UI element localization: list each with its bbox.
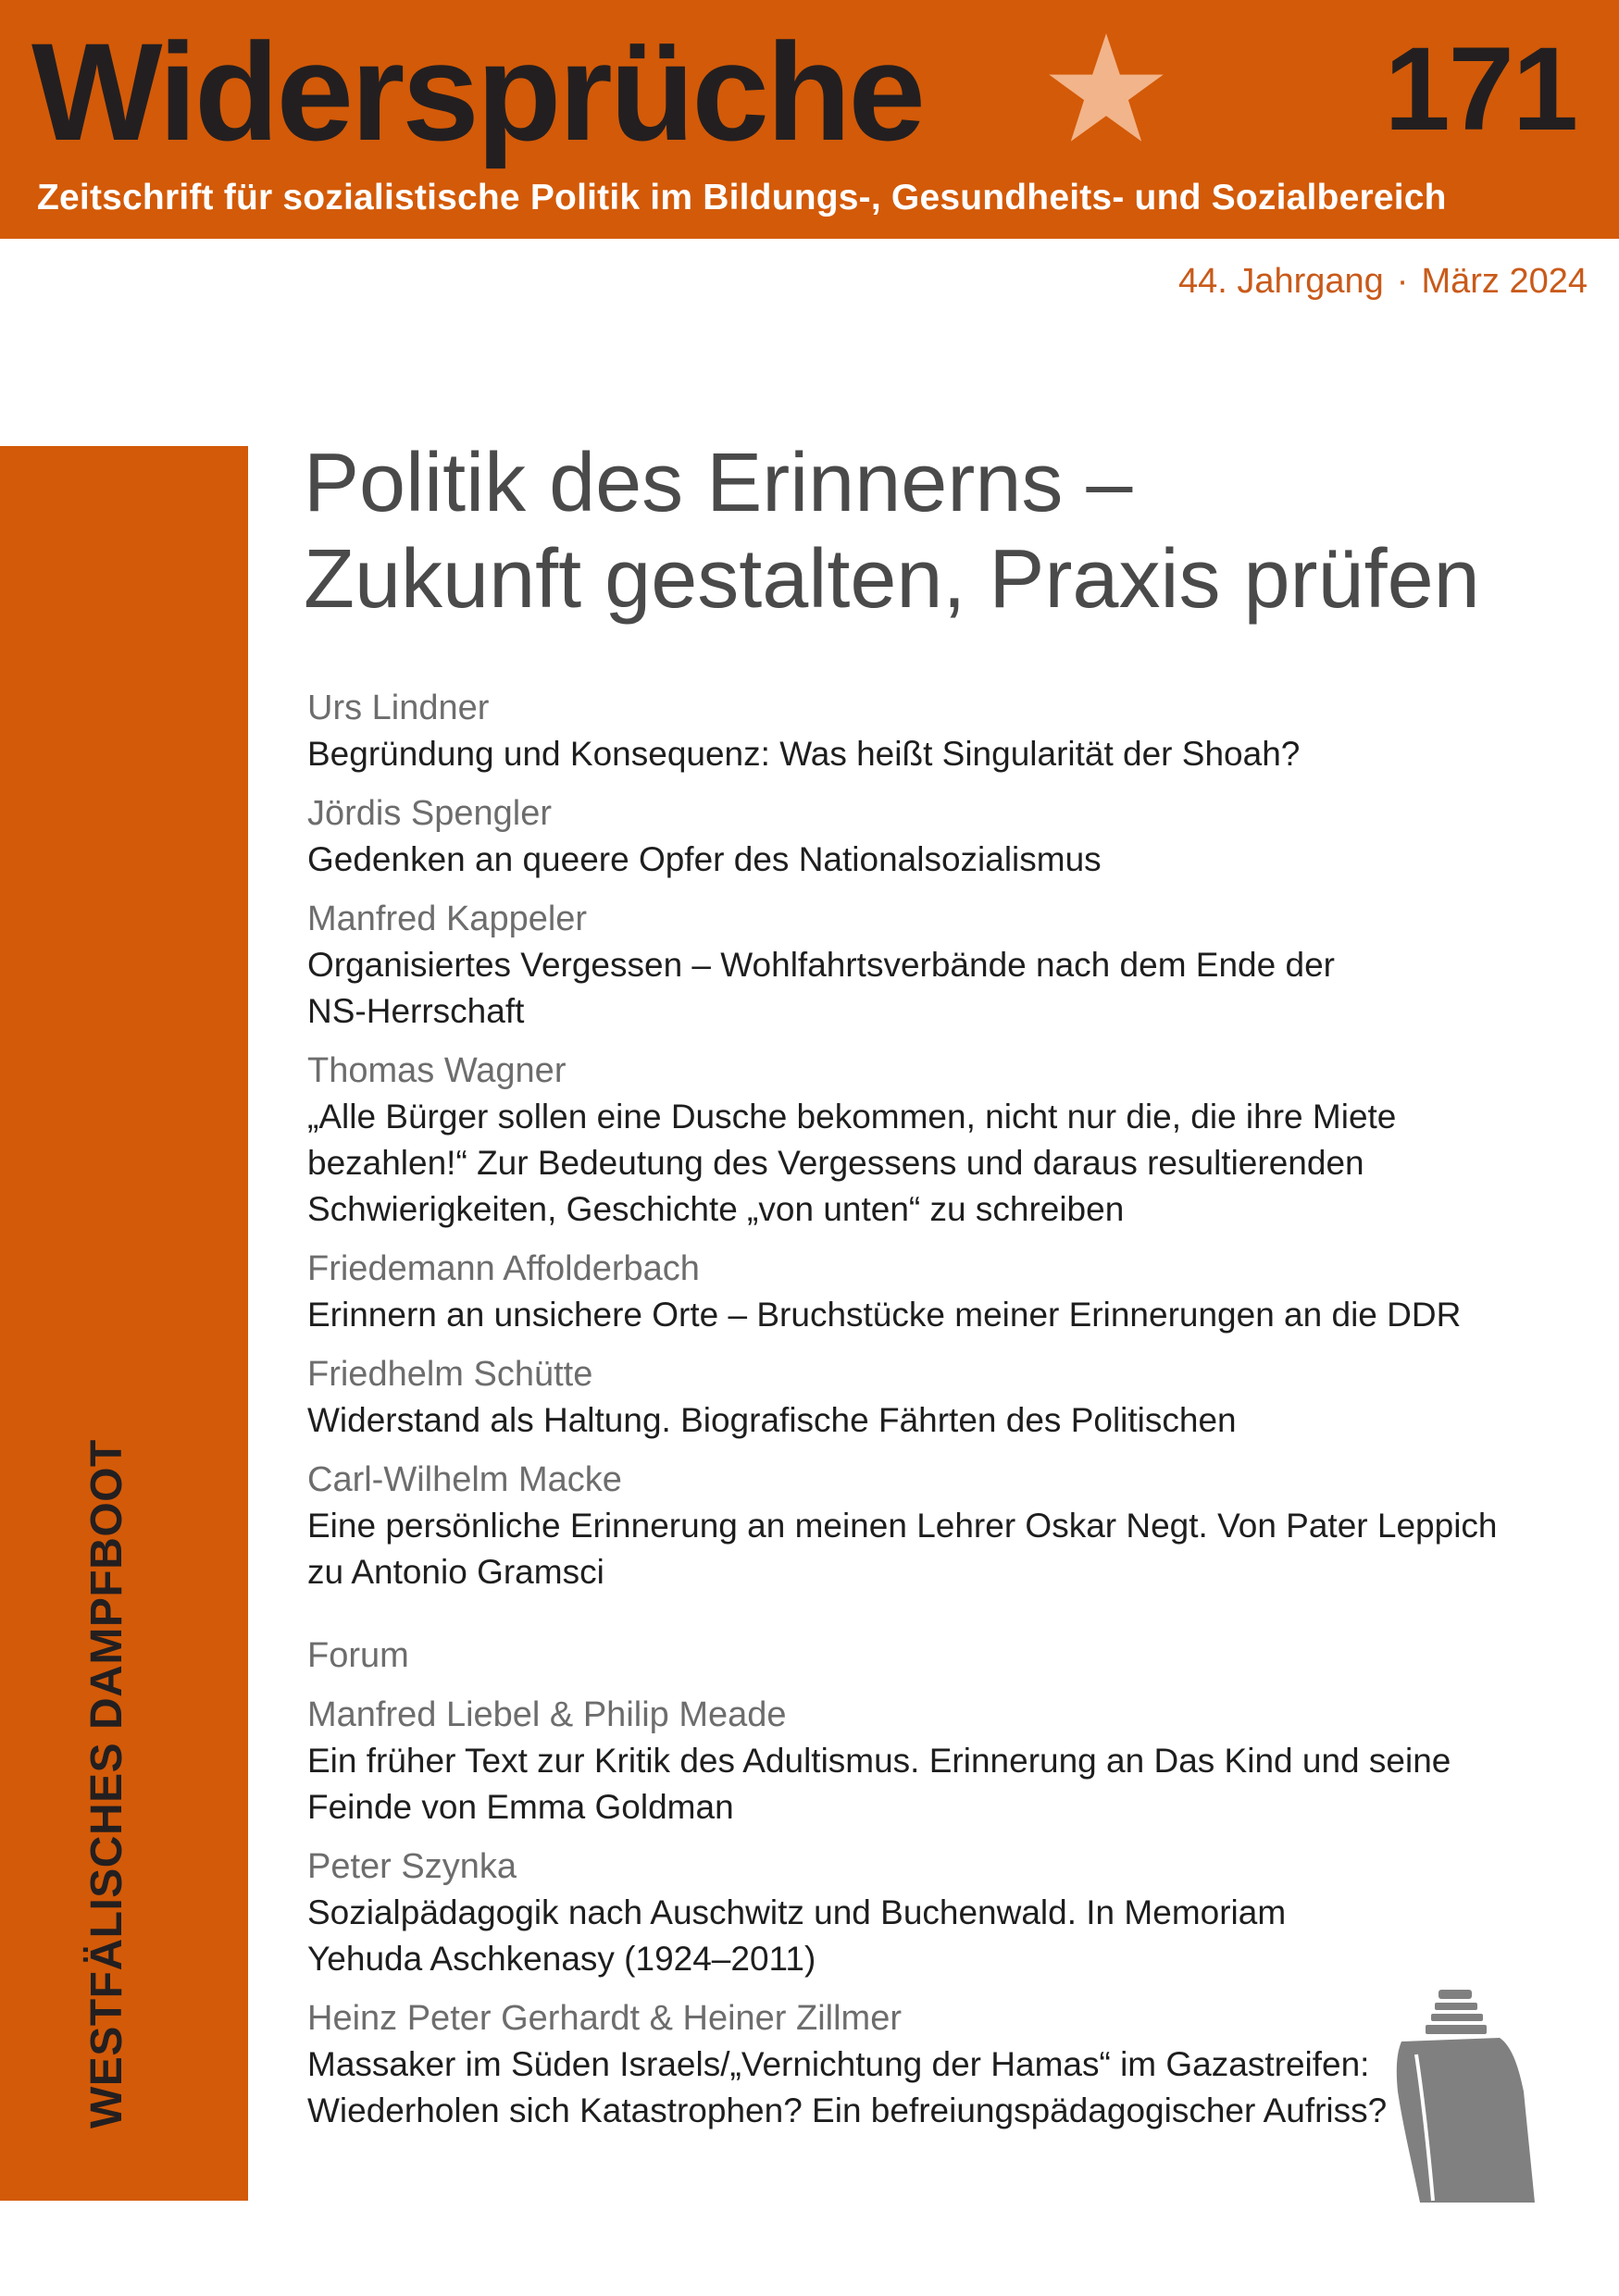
issue-number: 171: [1384, 23, 1576, 155]
toc-author: Thomas Wagner: [307, 1051, 567, 1090]
toc-article-title: „Alle Bürger sollen eine Dusche bekommen, nicht nur die, die ihre Miete bezahlen!“ Zur Bedeutung des Vergessens und daraus resultierenden Schwierigkeiten, Geschichte „von unten“ zu schreiben: [307, 1098, 1397, 1228]
toc-author: Urs Lindner: [307, 689, 490, 727]
toc-article-title: Begründung und Konsequenz: Was heißt Singularität der Shoah?: [307, 735, 1301, 773]
toc-entry: [307, 1457, 1585, 1595]
issue-title-line-2: Zukunft gestalten, Praxis prüfen: [304, 533, 1480, 626]
toc-article-title: Eine persönliche Erinnerung an meinen Lehrer Oskar Negt. Von Pater Leppich zu Antonio Gramsci: [307, 1507, 1498, 1591]
toc-article-title: Erinnern an unsichere Orte – Bruchstücke meiner Erinnerungen an die DDR: [307, 1296, 1462, 1334]
forum-author: Peter Szynka: [307, 1847, 517, 1886]
toc-entry: [307, 1246, 1585, 1338]
toc-article-title: Organisiertes Vergessen – Wohlfahrtsverbände nach dem Ende der NS-Herrschaft: [307, 946, 1335, 1030]
steamship-logo-icon: [1389, 1990, 1537, 2203]
forum-article-title: Massaker im Süden Israels/„Vernichtung der Hamas“ im Gazastreifen: Wiederholen sich Katastrophen? Ein befreiungspädagogischer Aufriss?: [307, 2045, 1388, 2129]
forum-entry: [307, 1843, 1585, 1982]
toc-author: Friedemann Affolderbach: [307, 1249, 700, 1288]
volume-label: 44. Jahrgang: [1177, 262, 1384, 301]
toc-author: Carl-Wilhelm Macke: [307, 1460, 622, 1499]
issue-title: [304, 435, 1600, 627]
toc-article-title: Widerstand als Haltung. Biografische Fährten des Politischen: [307, 1401, 1237, 1439]
toc-entry: [307, 790, 1585, 883]
journal-subtitle: Zeitschrift für sozialistische Politik im Bildungs-, Gesundheits- und Sozialbereich: [37, 178, 1447, 217]
toc-author: Friedhelm Schütte: [307, 1355, 593, 1394]
forum-article-title: Ein früher Text zur Kritik des Adultismus. Erinnerung an Das Kind und seine Feinde von Emma Goldman: [307, 1742, 1451, 1826]
issue-date: März 2024: [1421, 262, 1588, 301]
forum-author: Heinz Peter Gerhardt & Heiner Zillmer: [307, 1999, 902, 2038]
forum-heading: Forum: [307, 1636, 409, 1675]
publisher-name: WESTFÄLISCHES DAMPFBOOT: [82, 1439, 131, 2128]
toc-entry: [307, 896, 1585, 1035]
edition-line: [1178, 259, 1588, 304]
forum-article-title: Sozialpädagogik nach Auschwitz und Buchenwald. In Memoriam Yehuda Aschkenasy (1924–2011): [307, 1893, 1287, 1978]
toc-author: Jördis Spengler: [307, 794, 553, 833]
toc-author: Manfred Kappeler: [307, 900, 588, 938]
table-of-contents: [307, 685, 1585, 2147]
toc-entry: [307, 685, 1585, 777]
forum-entry: [307, 1692, 1585, 1831]
star-icon: [1048, 33, 1164, 144]
toc-entry: [307, 1048, 1585, 1233]
journal-title: Widersprüche: [31, 14, 923, 169]
toc-entry: [307, 1351, 1585, 1444]
issue-title-line-1: Politik des Erinnerns –: [304, 437, 1133, 529]
forum-author: Manfred Liebel & Philip Meade: [307, 1695, 787, 1734]
toc-article-title: Gedenken an queere Opfer des Nationalsozialismus: [307, 840, 1102, 878]
edition-separator: ·: [1396, 262, 1409, 301]
